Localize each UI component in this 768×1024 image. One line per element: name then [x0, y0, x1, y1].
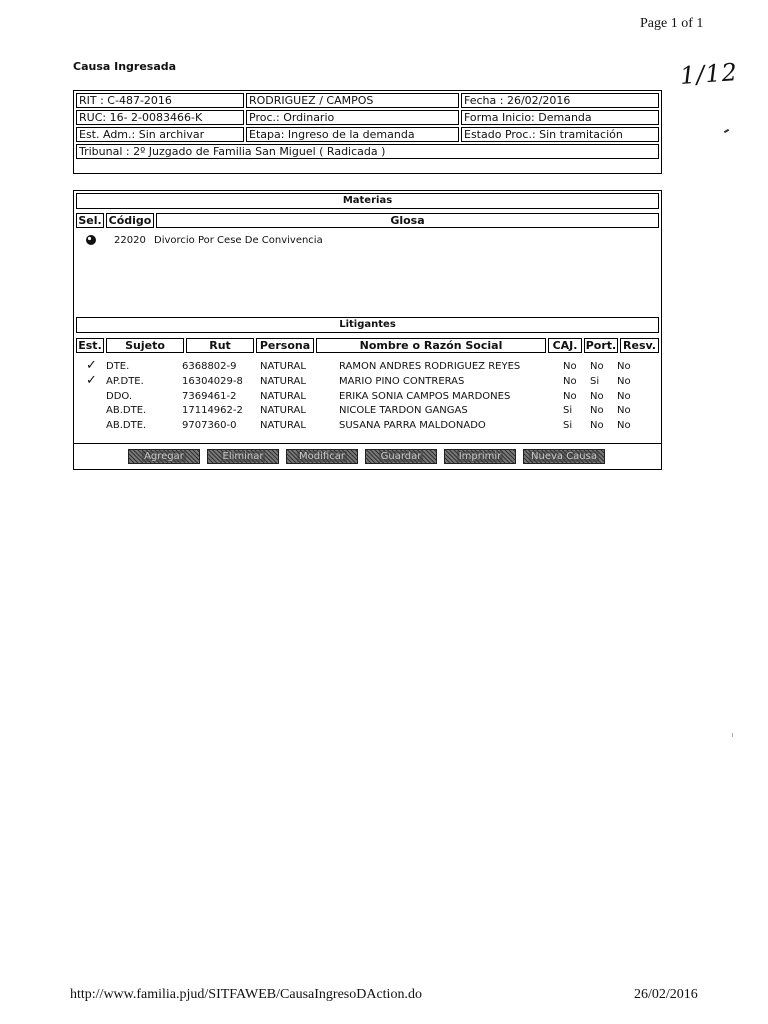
row-sujeto: DDO. — [106, 391, 133, 402]
row-sujeto: DTE. — [106, 361, 130, 372]
selected-radio-icon[interactable] — [85, 234, 97, 246]
imprimir-button[interactable]: Imprimir — [444, 449, 516, 464]
page-title: Causa Ingresada — [73, 60, 177, 73]
etapa-field: Etapa: Ingreso de la demanda — [246, 127, 459, 142]
agregar-button[interactable]: Agregar — [128, 449, 200, 464]
litigantes-bar: Litigantes — [76, 317, 659, 333]
page-number: Page 1 of 1 — [640, 16, 704, 31]
nueva-causa-button[interactable]: Nueva Causa — [523, 449, 605, 464]
row-persona: NATURAL — [260, 376, 306, 387]
row-sujeto: AP.DTE. — [106, 376, 144, 387]
fecha-field: Fecha : 26/02/2016 — [461, 93, 659, 108]
row-rut: 16304029-8 — [182, 376, 243, 387]
pen-mark — [724, 129, 729, 133]
rit-field: RIT : C-487-2016 — [76, 93, 244, 108]
row-nombre: NICOLE TARDON GANGAS — [339, 405, 468, 416]
row-resv: No — [617, 405, 631, 416]
footer-date: 26/02/2016 — [634, 987, 698, 1002]
col-sel: Sel. — [76, 213, 104, 228]
partes-field: RODRIGUEZ / CAMPOS — [246, 93, 459, 108]
row-caj: No — [563, 361, 577, 372]
row-persona: NATURAL — [260, 361, 306, 372]
row-rut: 9707360-0 — [182, 420, 237, 431]
materia-glosa: Divorcio Por Cese De Convivencia — [154, 235, 323, 246]
row-rut: 6368802-9 — [182, 361, 237, 372]
col-est: Est. — [76, 338, 104, 353]
col-caj: CAJ. — [548, 338, 582, 353]
row-port: Si — [590, 376, 600, 387]
row-caj: Si — [563, 405, 573, 416]
ruc-field: RUC: 16- 2-0083466-K — [76, 110, 244, 125]
scan-speck — [732, 733, 733, 737]
col-nombre: Nombre o Razón Social — [316, 338, 546, 353]
col-port: Port. — [585, 339, 617, 352]
footer-url: http://www.familia.pjud/SITFAWEB/CausaIngresoDAction.do — [70, 987, 422, 1002]
tribunal-field: Tribunal : 2º Juzgado de Familia San Miguel ( Radicada ) — [76, 144, 659, 159]
row-rut: 17114962-2 — [182, 405, 243, 416]
proc-field: Proc.: Ordinario — [246, 110, 459, 125]
checkmark-icon: ✓ — [86, 373, 97, 388]
modificar-button[interactable]: Modificar — [286, 449, 358, 464]
row-rut: 7369461-2 — [182, 391, 237, 402]
row-port: No — [590, 361, 604, 372]
row-caj: Si — [563, 420, 573, 431]
materias-bar: Materias — [76, 193, 659, 209]
col-resv: Resv. — [620, 338, 659, 353]
col-glosa: Glosa — [156, 213, 659, 228]
guardar-button[interactable]: Guardar — [365, 449, 437, 464]
row-nombre: ERIKA SONIA CAMPOS MARDONES — [339, 391, 511, 402]
row-persona: NATURAL — [260, 405, 306, 416]
row-nombre: MARIO PINO CONTRERAS — [339, 376, 465, 387]
row-resv: No — [617, 361, 631, 372]
col-rut: Rut — [186, 338, 254, 353]
row-resv: No — [617, 420, 631, 431]
row-persona: NATURAL — [260, 420, 306, 431]
row-port: No — [590, 391, 604, 402]
materia-codigo: 22020 — [114, 235, 146, 246]
row-resv: No — [617, 391, 631, 402]
row-sujeto: AB.DTE. — [106, 405, 147, 416]
eliminar-button[interactable]: Eliminar — [207, 449, 279, 464]
row-nombre: SUSANA PARRA MALDONADO — [339, 420, 486, 431]
col-codigo: Código — [106, 213, 154, 228]
est-adm-field: Est. Adm.: Sin archivar — [76, 127, 244, 142]
handwritten-note: 1/12 — [679, 58, 739, 90]
row-nombre: RAMON ANDRES RODRIGUEZ REYES — [339, 361, 521, 372]
checkmark-icon: ✓ — [86, 358, 97, 373]
col-sujeto: Sujeto — [106, 338, 184, 353]
row-sujeto: AB.DTE. — [106, 420, 147, 431]
row-persona: NATURAL — [260, 391, 306, 402]
row-port: No — [590, 420, 604, 431]
row-resv: No — [617, 376, 631, 387]
row-port: No — [590, 405, 604, 416]
forma-inicio-field: Forma Inicio: Demanda — [461, 110, 659, 125]
row-caj: No — [563, 391, 577, 402]
col-persona: Persona — [256, 338, 314, 353]
estado-proc-field: Estado Proc.: Sin tramitación — [461, 127, 659, 142]
row-caj: No — [563, 376, 577, 387]
